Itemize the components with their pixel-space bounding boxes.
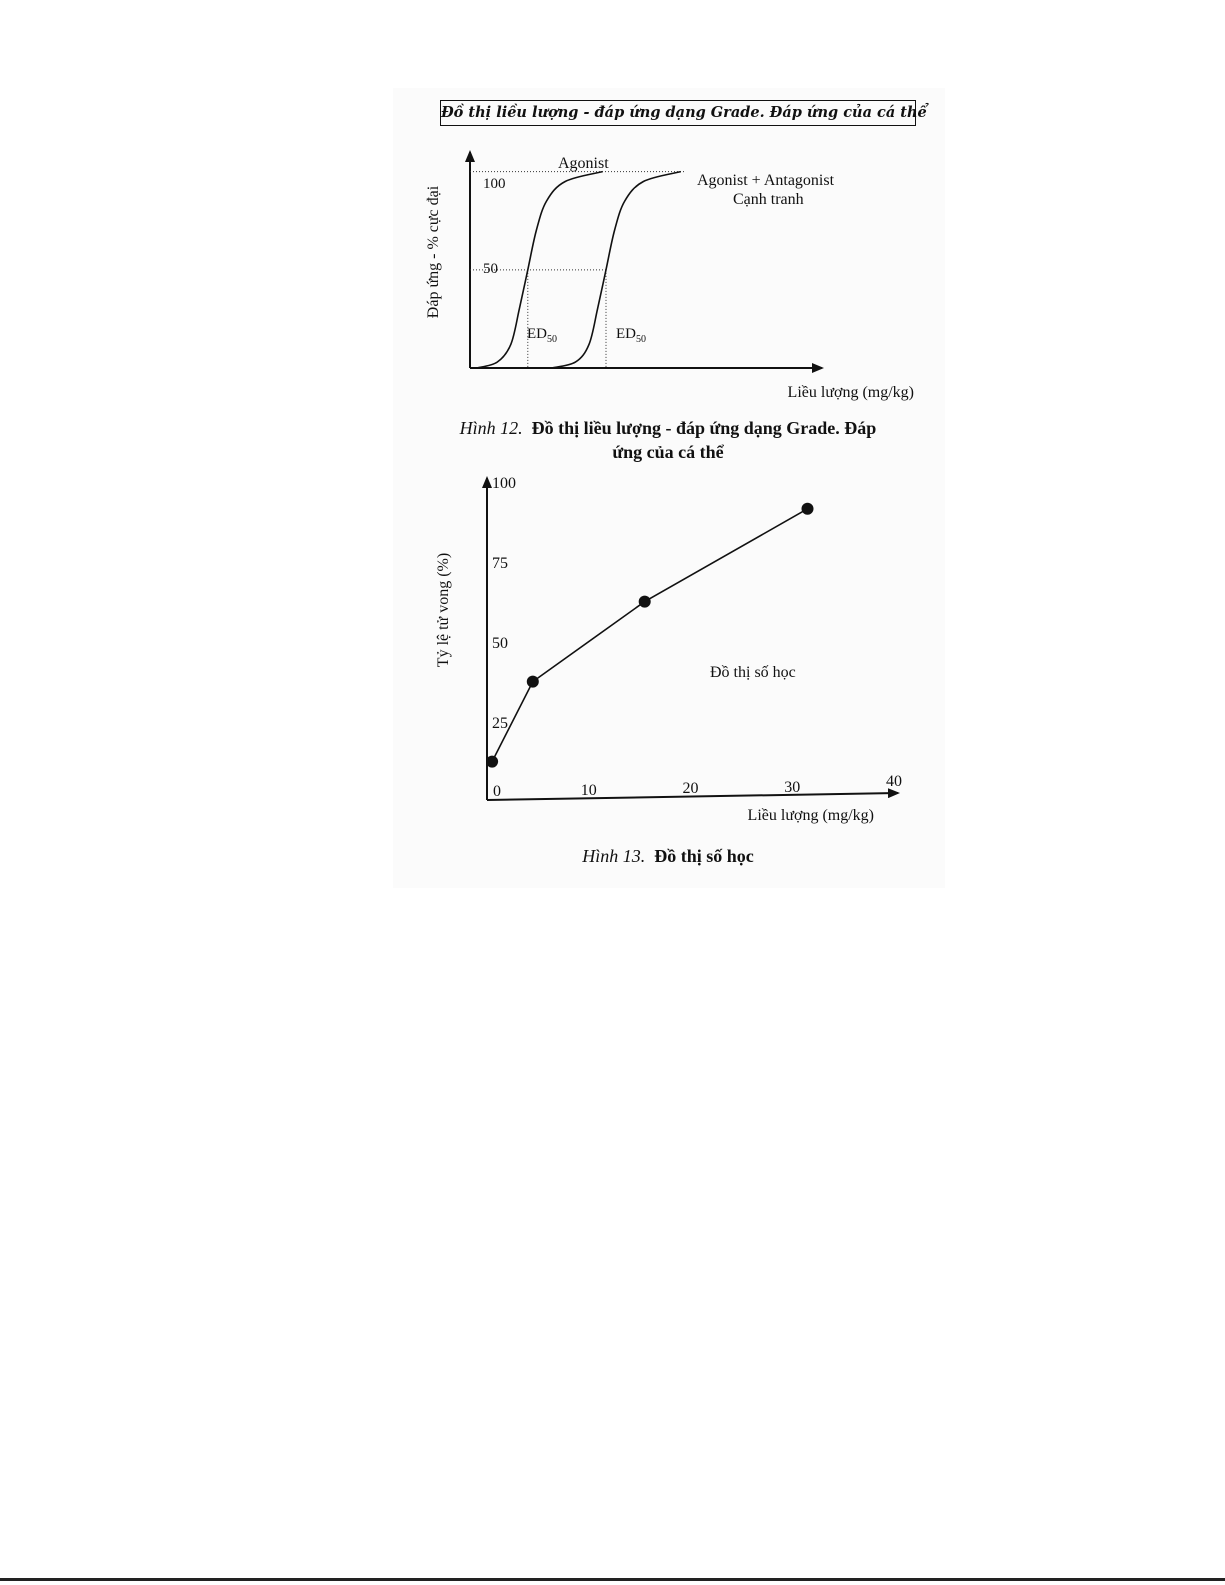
data-point-3 (639, 596, 651, 608)
x-tick-10: 10 (580, 782, 597, 799)
y-tick-100: 100 (492, 475, 516, 492)
mortality-series-line (492, 509, 807, 762)
arithmetic-dose-mortality-chart (410, 468, 930, 833)
y-tick-75: 75 (492, 555, 508, 572)
y-axis-label: Đáp ứng - % cực đại (425, 185, 442, 319)
mortality-series-points (486, 503, 813, 768)
axis-tick-labels (492, 475, 902, 800)
data-point-1 (486, 756, 498, 768)
y-tick-100: 100 (483, 176, 506, 192)
figure12-caption-text2: ứng của cá thể (612, 442, 724, 462)
ed50-label-antagonist-main: ED (616, 326, 636, 342)
x-tick-40: 40 (886, 773, 902, 790)
figure12-caption-text1: Đồ thị liều lượng - đáp ứng dạng Grade. Đáp (531, 418, 877, 438)
data-point-2 (527, 676, 539, 688)
y-tick-25: 25 (492, 715, 508, 732)
antagonist-label-line1: Agonist + Antagonist (697, 172, 835, 189)
dose-response-graded-chart (410, 140, 930, 410)
chart-annotation: Đồ thị số học (710, 664, 796, 681)
x-axis-label: Liều lượng (mg/kg) (747, 807, 874, 824)
ed50-label-antagonist (616, 326, 646, 345)
x-tick-20: 20 (682, 780, 699, 797)
figure13-caption-number: Hình 13. (582, 846, 646, 866)
antagonist-label-line2: Cạnh tranh (733, 191, 804, 208)
ed50-label-agonist (527, 326, 557, 345)
figure12-caption-number: Hình 12. (459, 418, 523, 438)
y-tick-50: 50 (492, 635, 508, 652)
page-bottom-edge (0, 1578, 1225, 1581)
figure13-caption (410, 844, 926, 868)
x-axis-label: Liều lượng (mg/kg) (787, 384, 914, 401)
x-tick-30: 30 (784, 779, 801, 796)
y-tick-50: 50 (483, 261, 498, 277)
ed50-label-antagonist-sub: 50 (636, 334, 646, 345)
figure12-caption (410, 416, 926, 464)
figure12-caption-line1 (410, 416, 926, 440)
ed50-label-agonist-main: ED (527, 326, 547, 342)
ed50-label-agonist-sub: 50 (547, 334, 557, 345)
data-point-4 (802, 503, 814, 515)
figure13-caption-text: Đồ thị số học (654, 846, 754, 866)
figure-box-title: Đồ thị liều lượng - đáp ứng dạng Grade. Đáp ứng của cá thể (440, 100, 916, 126)
y-axis-label: Tỷ lệ tử vong (%) (435, 552, 452, 668)
agonist-label: Agonist (558, 155, 609, 172)
x-tick-0: 0 (493, 783, 501, 800)
